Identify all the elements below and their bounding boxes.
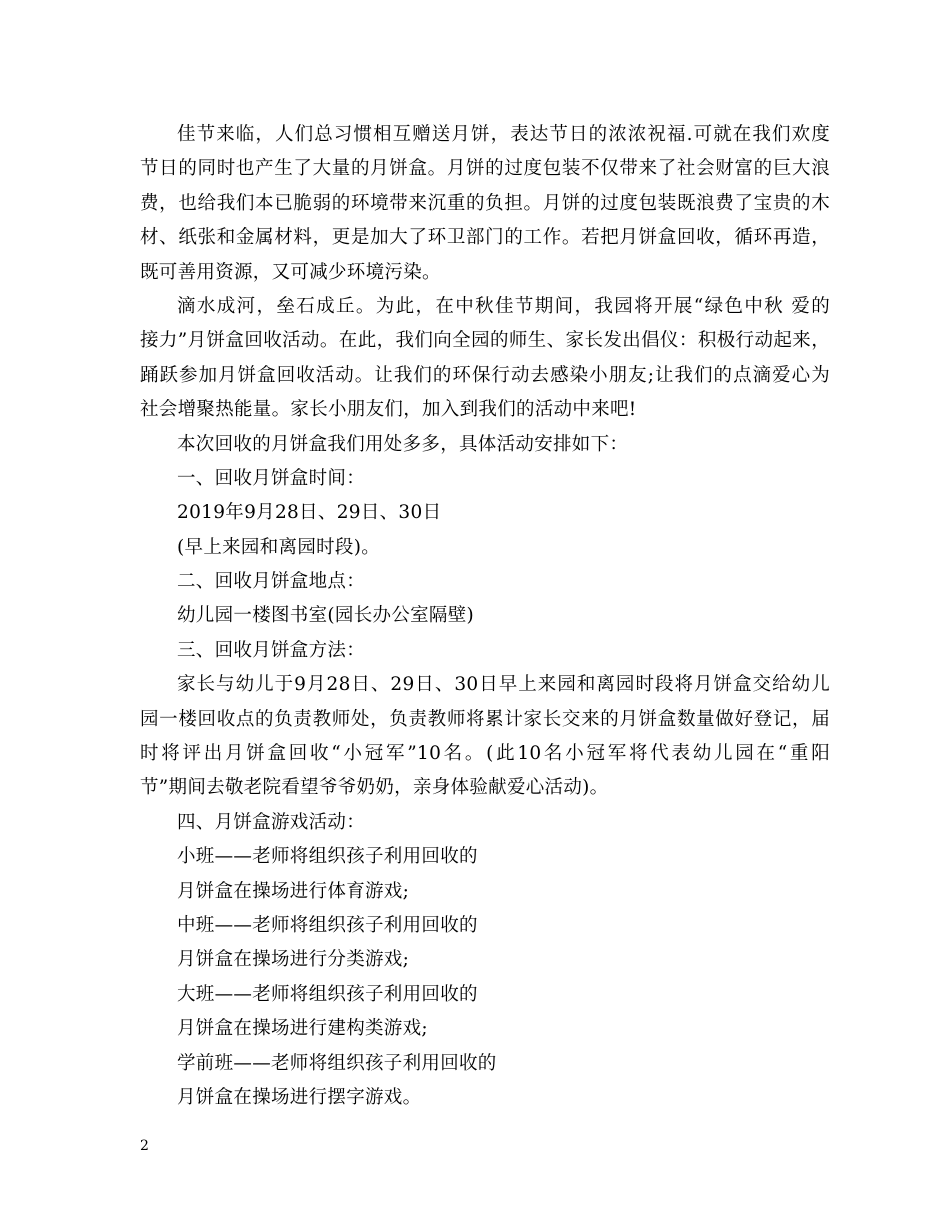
- section-heading: 二、回收月饼盒地点：: [177, 571, 366, 593]
- paragraph-line: 滴水成河，垒石成丘。为此，在中秋佳节期间，我园将开展“绿色中秋 爱的: [177, 295, 830, 317]
- paragraph-line: 社会增聚热能量。家长小朋友们，加入到我们的活动中来吧!: [140, 399, 637, 421]
- paragraph-line: 2019年9月28日、29日、30日: [177, 502, 442, 524]
- paragraph-line: 幼儿园一楼图书室(园长办公室隔壁): [177, 605, 475, 627]
- section-heading: 一、回收月饼盒时间：: [177, 467, 366, 489]
- paragraph-line: 时将评出月饼盒回收“小冠军”10名。(此10名小冠军将代表幼儿园在“重阳: [140, 743, 830, 765]
- paragraph-line: 本次回收的月饼盒我们用处多多，具体活动安排如下：: [177, 433, 629, 455]
- paragraph-line: (早上来园和离园时段)。: [177, 536, 381, 558]
- paragraph-line: 节日的同时也产生了大量的月饼盒。月饼的过度包装不仅带来了社会财富的巨大浪: [140, 158, 830, 180]
- paragraph-line: 材、纸张和金属材料，更是加大了环卫部门的工作。若把月饼盒回收，循环再造，: [140, 227, 830, 249]
- list-item: 月饼盒在操场进行建构类游戏;: [177, 1018, 428, 1040]
- list-item: 月饼盒在操场进行摆字游戏。: [177, 1086, 422, 1108]
- list-item: 中班——老师将组织孩子利用回收的: [177, 914, 478, 936]
- list-item: 小班——老师将组织孩子利用回收的: [177, 846, 478, 868]
- list-item: 大班——老师将组织孩子利用回收的: [177, 983, 478, 1005]
- paragraph-line: 费，也给我们本已脆弱的环境带来沉重的负担。月饼的过度包装既浪费了宝贵的木: [140, 192, 830, 214]
- list-item: 学前班——老师将组织孩子利用回收的: [177, 1052, 497, 1074]
- paragraph-line: 家长与幼儿于9月28日、29日、30日早上来园和离园时段将月饼盒交给幼儿: [177, 674, 830, 696]
- paragraph-line: 踊跃参加月饼盒回收活动。让我们的环保行动去感染小朋友;让我们的点滴爱心为: [140, 364, 830, 386]
- paragraph-line: 既可善用资源，又可减少环境污染。: [140, 261, 441, 283]
- paragraph-line: 接力”月饼盒回收活动。在此，我们向全园的师生、家长发出倡仪：积极行动起来，: [140, 330, 830, 352]
- paragraph-line: 园一楼回收点的负责教师处，负责教师将累计家长交来的月饼盒数量做好登记，届: [140, 708, 830, 730]
- section-heading: 四、月饼盒游戏活动：: [177, 811, 366, 833]
- page-number: 2: [140, 1138, 149, 1154]
- document-body: [140, 118, 830, 1115]
- paragraph-line: 节”期间去敬老院看望爷爷奶奶，亲身体验献爱心活动)。: [140, 777, 609, 799]
- list-item: 月饼盒在操场进行体育游戏;: [177, 880, 410, 902]
- list-item: 月饼盒在操场进行分类游戏;: [177, 949, 410, 971]
- paragraph-line: 佳节来临，人们总习惯相互赠送月饼，表达节日的浓浓祝福.可就在我们欢度: [177, 124, 830, 145]
- section-heading: 三、回收月饼盒方法：: [177, 639, 366, 661]
